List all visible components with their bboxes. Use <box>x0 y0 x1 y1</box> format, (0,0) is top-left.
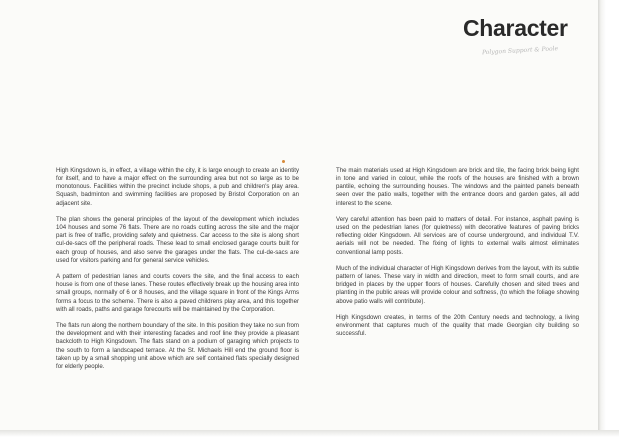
page-edge-shadow <box>598 0 619 437</box>
paragraph: The flats run along the northern boundary of the site. In this position they take no sun from the development and with their interesting facades and roof line they provide a pleasant backcloth to High Kingsdown. The flats stand on a podium of garaging which projects to the south to form a landscaped terrace. At the St. Michaels Hill end the ground floor is taken up by a small shopping unit above which are self contained flats specially designed for elderly people. <box>56 322 299 370</box>
paragraph: Much of the individual character of High Kingsdown derives from the layout, with its subtle pattern of lanes. These vary in width and direction, meet to form small courts, and are bridged in places by the upper floors of houses. Carefully chosen and sited trees and planting in the public areas will provide colour and softness, (to which the foliage showing above patio walls will contribute). <box>336 264 579 305</box>
left-text-column <box>56 167 299 379</box>
page-title: Character <box>463 15 568 41</box>
paragraph: High Kingsdown is, in effect, a village within the city, it is large enough to create an identity for itself, and to have a major effect on the surrounding area but not so large as to be monotonous. Facilities within the precinct include shops, a pub and children's play area. Squash, badminton and swimming facilities are proposed by Bristol Corporation on an adjacent site. <box>56 167 299 207</box>
ink-dot <box>282 160 285 163</box>
right-text-column <box>336 167 579 347</box>
paragraph: The plan shows the general principles of the layout of the development which includes 104 houses and some 76 flats. There are no roads cutting across the site and the major part is free of traffic, providing safety and quietness. Car access to the site is along short cul-de-sacs off the peripheral roads. These lead to small enclosed garage courts built for each group of houses, and also serve the garages under the flats. The cul-de-sacs are used for visitors parking and for general service vehicles. <box>56 215 299 264</box>
paragraph: Very careful attention has been paid to matters of detail. For instance, asphalt paving is used on the pedestrian lanes (for quietness) with decorative features of paving bricks reflecting older Kingsdown. All services are of course underground, and individual T.V. aerials will not be needed. The fixing of lights to external walls almost eliminates conventional lamp posts. <box>336 215 579 256</box>
page-bottom-shadow <box>0 430 619 437</box>
handwritten-note: Polygon Support & Poole <box>481 45 559 57</box>
paragraph: High Kingsdown creates, in terms of the 20th Century needs and technology, a living environment that captures much of the quality that made Georgian city building so successful. <box>336 313 579 338</box>
paragraph: The main materials used at High Kingsdown are brick and tile, the facing brick being light in tone and varied in colour, while the roofs of the houses are finished with a brown pantile, echoing the surrounding houses. The windows and the painted panels beneath seen over the patio walls, together with the entrance doors and garden gates, all add interest to the scene. <box>336 167 579 207</box>
paragraph: A pattern of pedestrian lanes and courts covers the site, and the final access to each house is from one of these lanes. These routes effectively break up the housing area into small groups, normally of 6 or 8 houses, and the village square in front of the Kings Arms forms a focus to the scheme. There is also a paved childrens play area, and this together with all roads, paths and garage forecourts will be maintained by the Corporation. <box>56 273 299 313</box>
